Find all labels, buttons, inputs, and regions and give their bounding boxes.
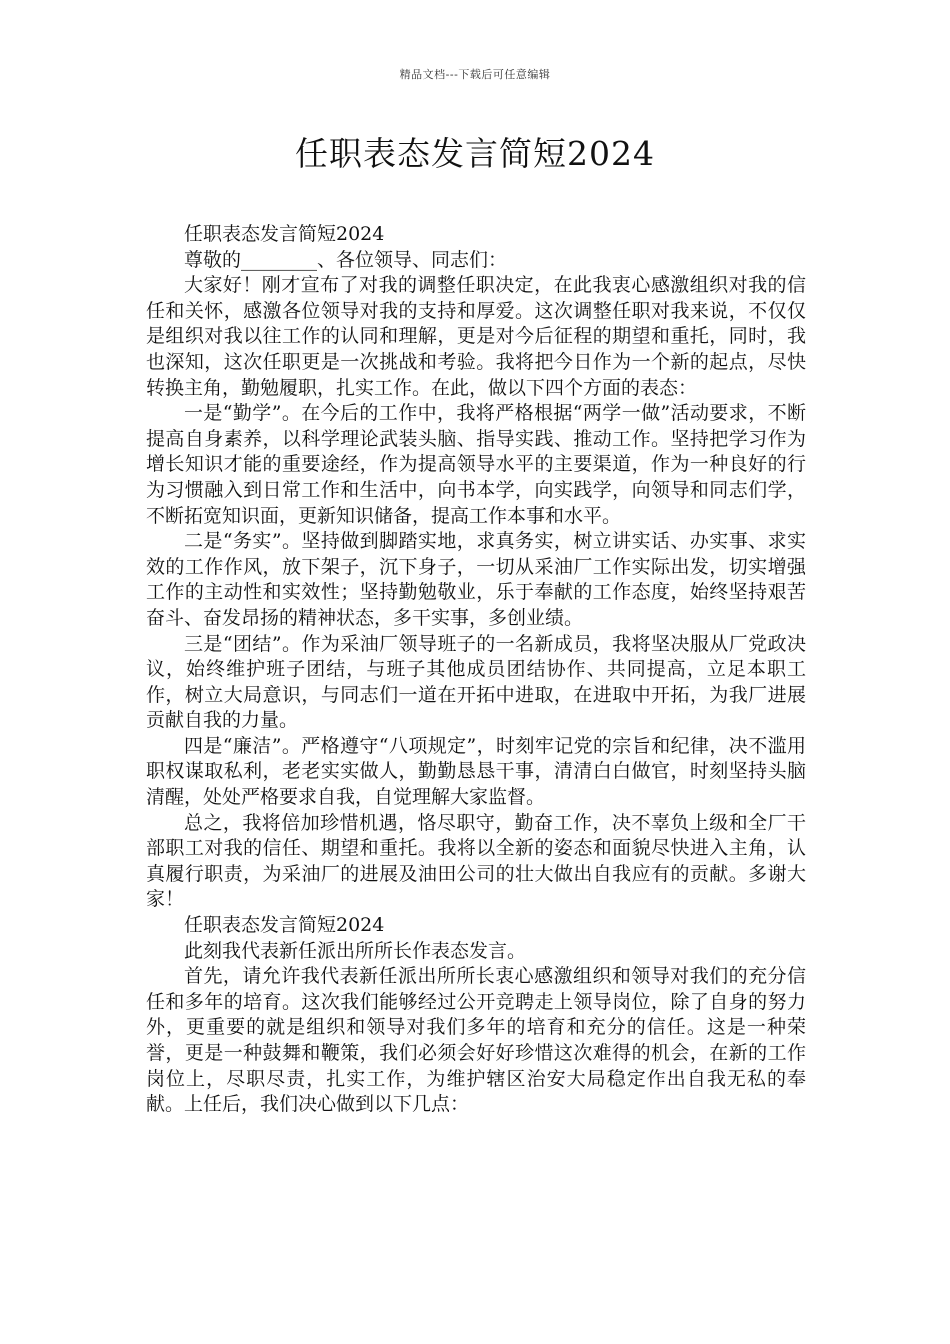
paragraph-subtitle: 任职表态发言简短2024 xyxy=(184,223,385,245)
document-body xyxy=(146,222,806,1118)
paragraph: 首先，请允许我代表新任派出所所长衷心感激组织和领导对我们的充分信任和多年的培育。这次我们能够经过公开竞聘走上领导岗位，除了自身的努力外，更重要的就是组织和领导对我们多年的培育和充分的信任。这是一种荣誉，更是一种鼓舞和鞭策，我们必须会好好珍惜这次难得的机会，在新的工作岗位上，尽职尽责，扎实工作，为维护辖区治安大局稳定作出自我无私的奉献。上任后，我们决心做到以下几点： xyxy=(146,965,806,1116)
paragraph: 总之，我将倍加珍惜机遇，恪尽职守，勤奋工作，决不辜负上级和全厂干部职工对我的信任、期望和重托。我将以全新的姿态和面貌尽快进入主角，认真履行职责，为采油厂的进展及油田公司的壮大做出自我应有的贡献。多谢大家！ xyxy=(146,811,806,911)
paragraph: 三是“团结”。作为采油厂领导班子的一名新成员，我将坚决服从厂党政决议，始终维护班子团结，与班子其他成员团结协作、共同提高，立足本职工作，树立大局意识，与同志们一道在开拓中进取，在进取中开拓，为我厂进展贡献自我的力量。 xyxy=(146,632,806,732)
paragraph: 一是“勤学”。在今后的工作中，我将严格根据“两学一做”活动要求，不断提高自身素养，以科学理论武装头脑、指导实践、推动工作。坚持把学习作为增长知识才能的重要途经，作为提高领导水平的主要渠道，作为一种良好的行为习惯融入到日常工作和生活中，向书本学，向实践学，向领导和同志们学，不断拓宽知识面，更新知识储备，提高工作本事和水平。 xyxy=(146,402,806,527)
paragraph: 大家好！刚才宣布了对我的调整任职决定，在此我衷心感激组织对我的信任和关怀，感激各位领导对我的支持和厚爱。这次调整任职对我来说，不仅仅是组织对我以往工作的认同和理解，更是对今后征程的期望和重托，同时，我也深知，这次任职更是一次挑战和考验。我将把今日作为一个新的起点，尽快转换主角，勤勉履职，扎实工作。在此，做以下四个方面的表态： xyxy=(146,274,806,399)
paragraph: 二是“务实”。坚持做到脚踏实地，求真务实，树立讲实话、办实事、求实效的工作作风，放下架子，沉下身子，一切从采油厂工作实际出发，切实增强工作的主动性和实效性；坚持勤勉敬业，乐于奉献的工作态度，始终坚持艰苦奋斗、奋发昂扬的精神状态，多干实事，多创业绩。 xyxy=(146,530,806,629)
paragraph: 此刻我代表新任派出所所长作表态发言。 xyxy=(184,939,527,962)
header-note: 精品文档---下载后可任意编辑 xyxy=(399,68,551,81)
paragraph: 四是“廉洁”。严格遵守“八项规定”，时刻牢记党的宗旨和纪律，决不滥用职权谋取私利，老老实实做人，勤勤恳恳干事，清清白白做官，时刻坚持头脑清醒，处处严格要求自我，自觉理解大家监督。 xyxy=(146,734,806,809)
document-title: 任职表态发言简短2024 xyxy=(295,134,655,173)
paragraph-subtitle: 任职表态发言简短2024 xyxy=(184,914,385,937)
paragraph-salutation: 尊敬的________、各位领导、同志们： xyxy=(184,248,508,271)
